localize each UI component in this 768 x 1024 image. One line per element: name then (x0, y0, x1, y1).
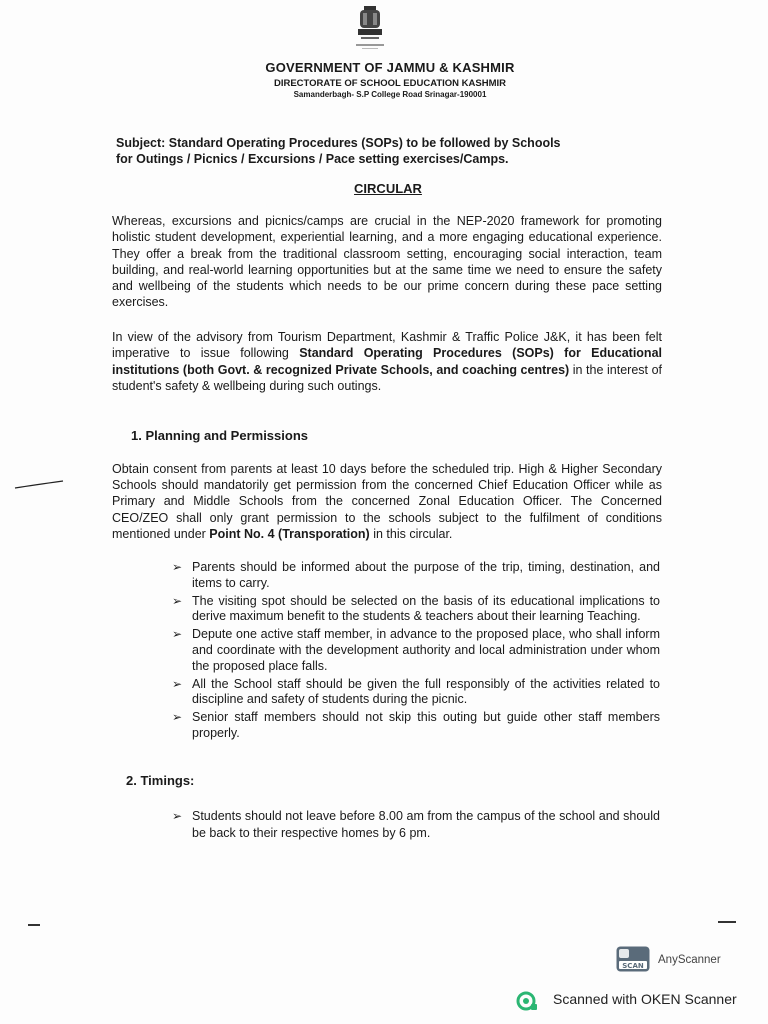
list-item (172, 677, 660, 709)
anyscanner-label: AnyScanner (658, 954, 721, 966)
advisory-paragraph (112, 329, 662, 394)
government-title: GOVERNMENT OF JAMMU & KASHMIR (265, 60, 515, 75)
list-item-text: Parents should be informed about the purpose of the trip, timing, destination, and items to carry. (192, 560, 660, 590)
pen-mark-icon (14, 478, 64, 492)
planning-bullet-list (172, 560, 660, 744)
anyscanner-logo-icon (616, 946, 650, 972)
oken-scanner-logo-icon (516, 991, 538, 1011)
arrow-bullet-icon: ➢ (172, 560, 183, 574)
scan-edge-mark (28, 924, 40, 926)
planning-text-start: Obtain consent from parents at least 10 days before the scheduled trip. High & Higher Secondary Schools should mandatorily get permission from the concerned Chief Education Officer while as Primary and Middle Schools from the concerned Zonal Education Officer. The Concerned CEO/ZEO shall only grant permission to the schools subject to the fulfilment of conditions mentioned under (112, 462, 662, 541)
letterhead (0, 60, 768, 99)
oken-scanner-label: Scanned with OKEN Scanner (553, 991, 737, 1007)
planning-paragraph (112, 461, 662, 542)
scan-edge-mark (718, 921, 736, 923)
intro-paragraph: Whereas, excursions and picnics/camps are crucial in the NEP-2020 framework for promoting holistic student development, experiential learning, and a more engaging educational experience. They offer a break from the traditional classroom setting, encouraging social interaction, team building, and real-world learning opportunities but at the same time we need to ensure the safety and wellbeing of the students which needs to be our prime concern during these pace setting exercises. (112, 214, 662, 310)
arrow-bullet-icon: ➢ (172, 710, 183, 725)
advisory-text-end: in the interest of student's safety & wellbeing during such outings. (112, 362, 662, 393)
arrow-bullet-icon: ➢ (172, 627, 183, 642)
section-heading-timings: 2. Timings: (126, 773, 195, 788)
planning-text-end: in this circular. (369, 526, 453, 541)
list-item-text: The visiting spot should be selected on the basis of its educational implications to derive maximum benefit to the students & teachers about their learning Teaching. (192, 593, 660, 624)
subject-line-2: for Outings / Picnics / Excursions / Pace setting exercises/Camps. (116, 152, 509, 166)
subject-line (116, 135, 666, 167)
advisory-text-bold: Standard Operating Procedures (SOPs) for Educational institutions (both Govt. & recognized Private Schools, and coaching centres) (112, 346, 662, 377)
list-item (172, 808, 660, 842)
planning-text-bold: Point No. 4 (Transporation) (209, 526, 370, 541)
arrow-bullet-icon: ➢ (172, 809, 183, 823)
section-heading-planning: 1. Planning and Permissions (131, 428, 308, 443)
list-item-text: Senior staff members should not skip this outing but guide other staff members properly. (192, 710, 660, 740)
circular-heading-text: CIRCULAR (354, 181, 422, 196)
advisory-text-start: In view of the advisory from Tourism Department, Kashmir & Traffic Police J&K, it has been felt imperative to issue following (112, 330, 662, 361)
svg-text:SCAN: SCAN (622, 962, 644, 970)
arrow-bullet-icon: ➢ (172, 676, 183, 691)
directorate-title: DIRECTORATE OF SCHOOL EDUCATION KASHMIR (273, 78, 507, 89)
circular-heading (0, 181, 768, 196)
subject-line-1: Subject: Standard Operating Procedures (SOPs) to be followed by Schools (116, 136, 561, 150)
arrow-bullet-icon: ➢ (172, 593, 183, 608)
timings-bullet-list (172, 808, 660, 844)
office-address: Samanderbagh- S.P College Road Srinagar-190001 (293, 90, 487, 99)
list-item (172, 594, 660, 626)
list-item (172, 627, 660, 674)
list-item-text: Students should not leave before 8.00 am from the campus of the school and should be back to their respective homes by 6 pm. (192, 809, 660, 840)
list-item-text: Depute one active staff member, in advance to the proposed place, who shall inform and coordinate with the development authority and local administration under whom the proposed place falls. (192, 627, 660, 673)
list-item-text: All the School staff should be given the full responsibly of the activities related to discipline and safety of students during the picnic. (192, 676, 660, 707)
list-item (172, 560, 660, 592)
state-emblem-icon (352, 4, 388, 52)
list-item (172, 710, 660, 742)
